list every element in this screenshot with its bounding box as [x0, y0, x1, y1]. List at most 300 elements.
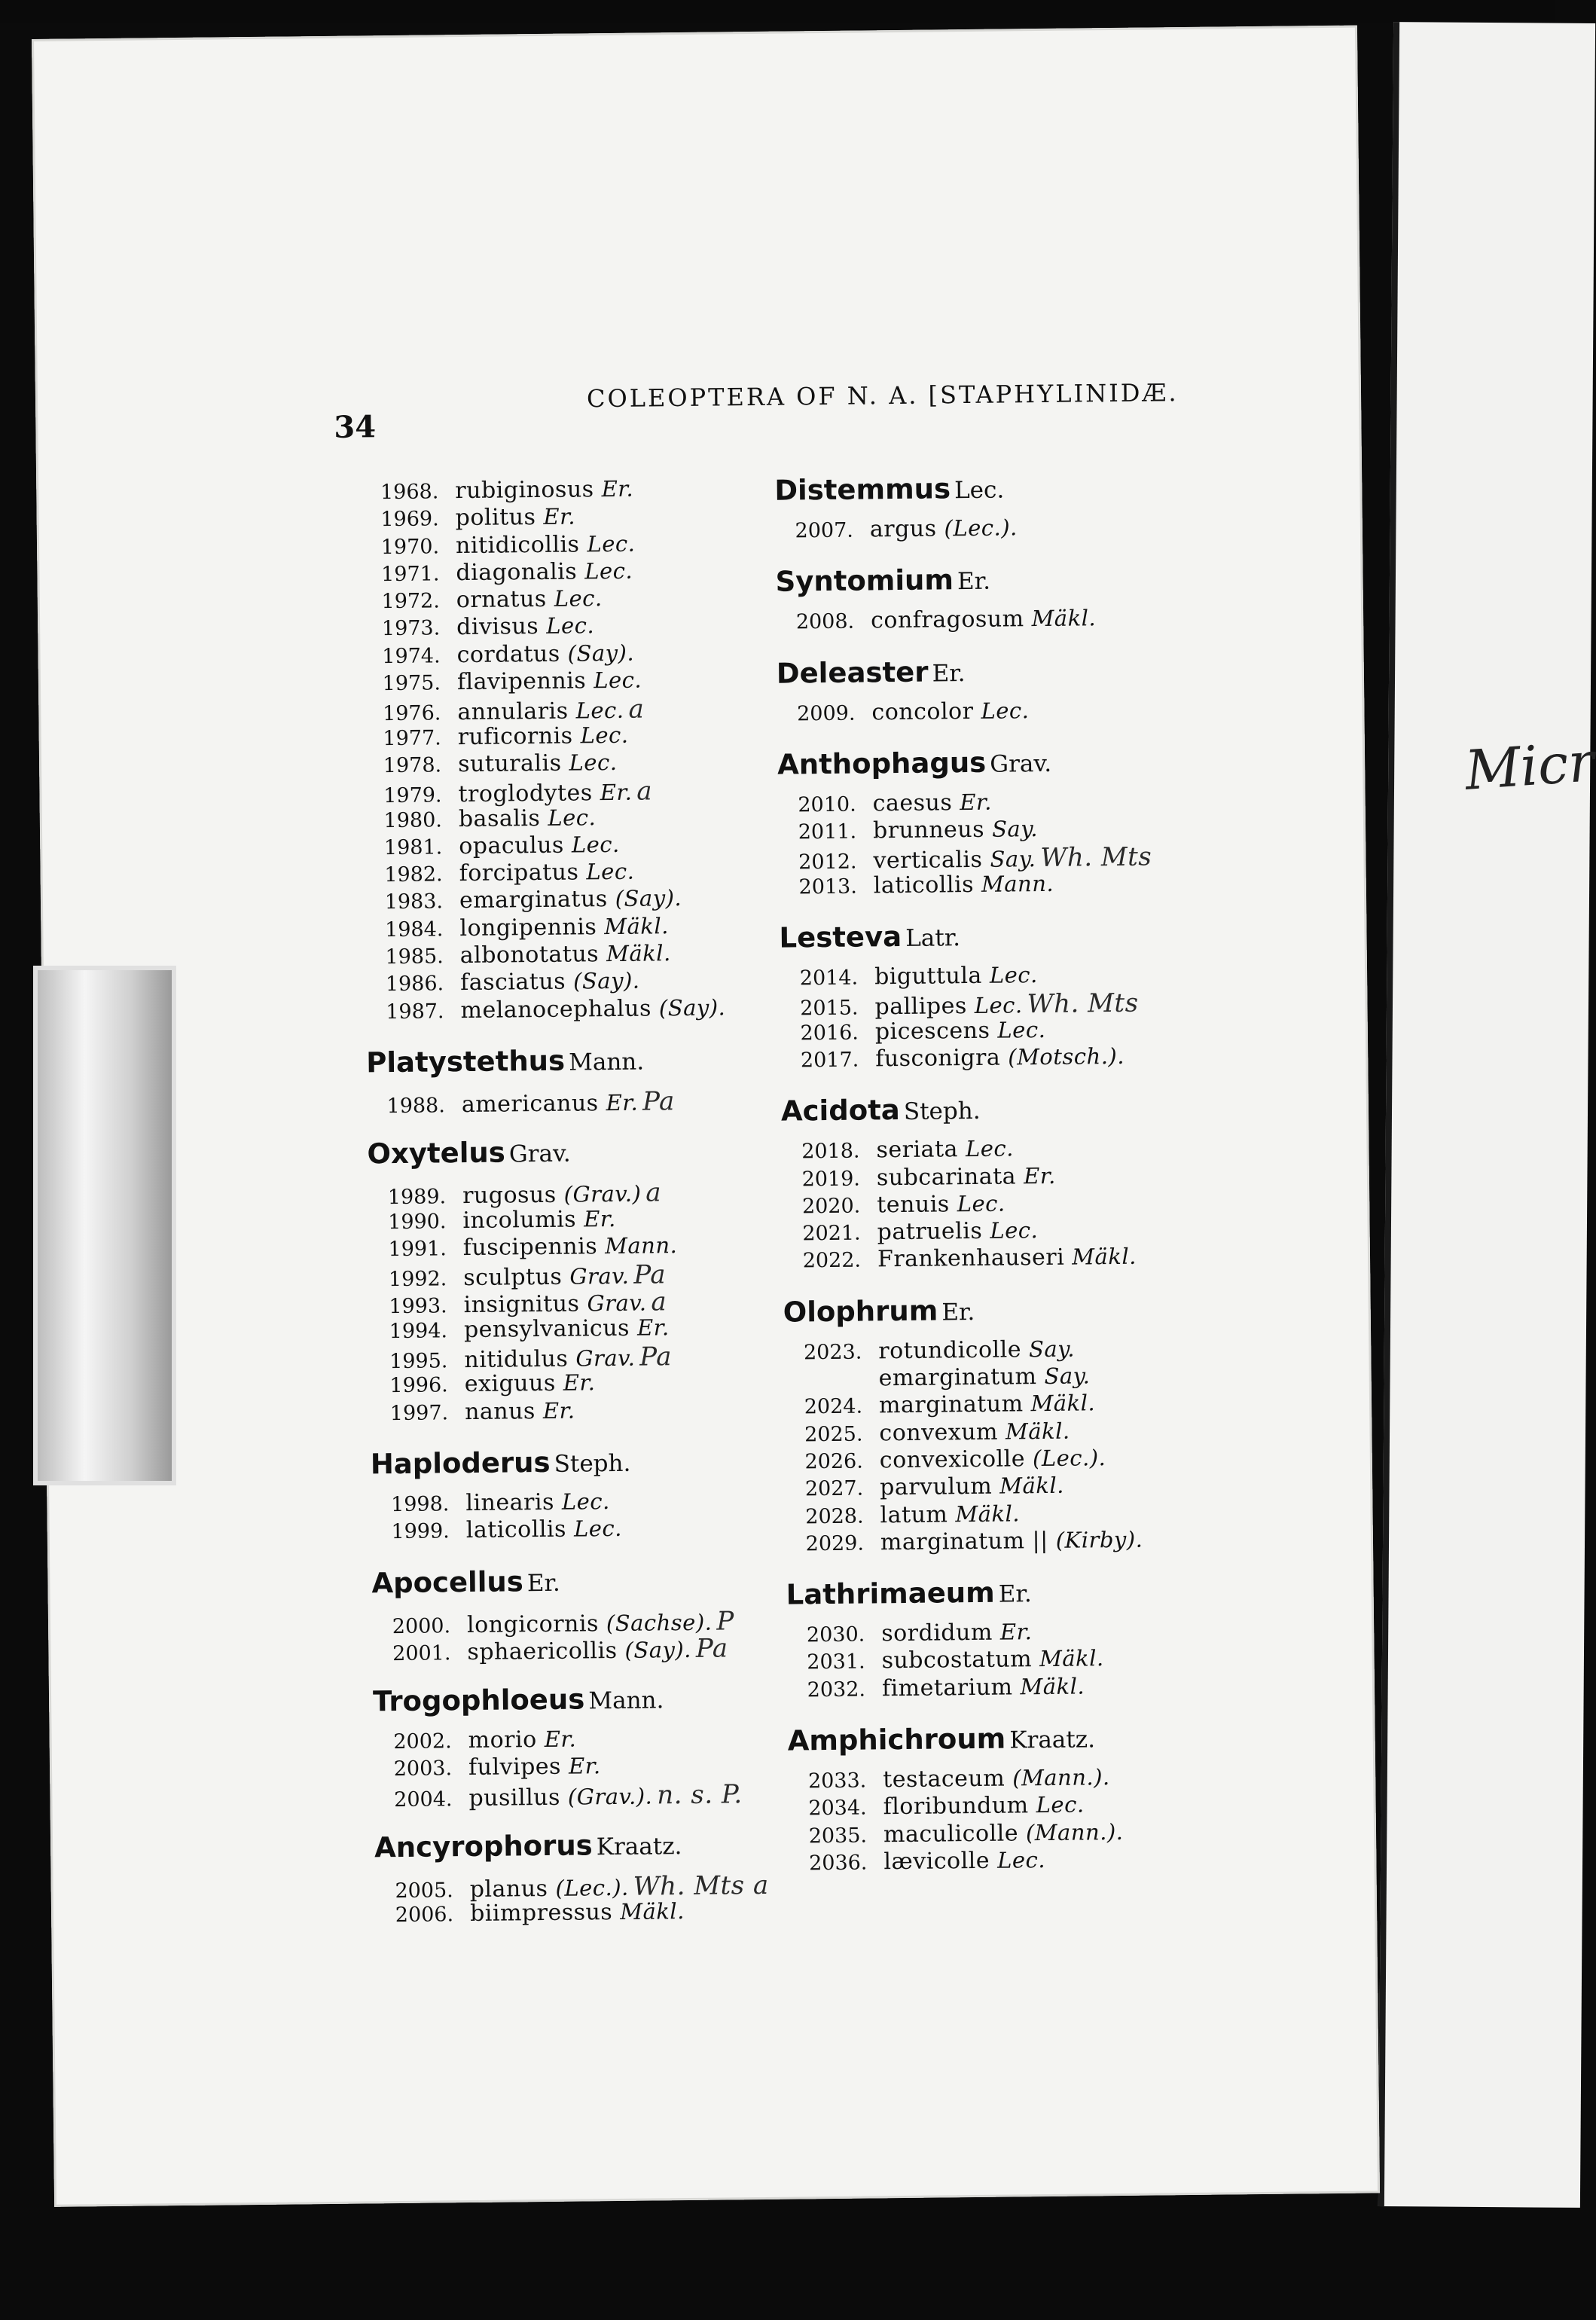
catalog-number: 1970.	[380, 534, 440, 559]
species-epithet: testaceum	[883, 1765, 1006, 1793]
species-name	[879, 1390, 1095, 1419]
handwritten-annotation: n. s. P.	[657, 1778, 743, 1811]
species-author: Lec.	[571, 831, 620, 858]
catalog-number: 1988.	[386, 1094, 446, 1119]
species-epithet: biguttula	[874, 962, 983, 991]
species-epithet: sordidum	[881, 1619, 993, 1647]
species-author: (Say).	[615, 885, 682, 912]
genus-name: Ancyrophorus	[374, 1829, 593, 1864]
species-author: Lec.	[573, 1516, 623, 1542]
species-epithet: nanus	[464, 1397, 536, 1425]
species-name	[456, 504, 576, 532]
genus-author: Er.	[941, 1298, 975, 1326]
handwritten-annotation: Pa	[633, 1259, 667, 1290]
species-epithet: emarginatum	[878, 1363, 1037, 1392]
species-epithet: convexum	[879, 1418, 999, 1446]
species-epithet: albonotatus	[459, 941, 600, 969]
species-name	[459, 804, 597, 832]
species-author: Er.	[563, 1369, 596, 1397]
species-author: Lec.	[580, 722, 629, 749]
species-name	[465, 1397, 575, 1425]
species-name	[459, 885, 682, 914]
species-author: Say.	[1028, 1336, 1076, 1362]
species-epithet: rubiginosus	[455, 476, 594, 505]
catalog-number: 2034.	[808, 1796, 867, 1821]
species-name	[470, 1898, 685, 1927]
species-author: (Say).	[572, 967, 640, 994]
species-author: (Grav.).	[567, 1783, 653, 1810]
species-epithet: melanocephalus	[460, 995, 652, 1024]
species-name	[456, 530, 636, 558]
species-name	[874, 871, 1054, 899]
bookmark-tab	[33, 966, 176, 1485]
genus-author: Kraatz.	[1009, 1726, 1096, 1754]
species-epithet: divisus	[456, 613, 539, 641]
species-name	[880, 1445, 1106, 1473]
species-name	[468, 1754, 601, 1781]
genus-name: Trogophloeus	[372, 1683, 585, 1718]
catalog-number: 1989.	[387, 1185, 447, 1210]
catalog-number: 1968.	[380, 480, 439, 505]
genus-author: Er.	[932, 659, 966, 688]
species-author: Lec.	[989, 962, 1038, 988]
species-author: Lec.	[546, 612, 595, 640]
species-epithet: parvulum	[880, 1473, 993, 1501]
catalog-number: 1992.	[388, 1267, 447, 1292]
genus-author: Steph.	[554, 1449, 631, 1478]
species-name	[877, 1244, 1137, 1273]
species-epithet: picescens	[874, 1017, 990, 1046]
species-name	[463, 1232, 678, 1261]
species-epithet: seriata	[876, 1136, 959, 1164]
species-epithet: nitidicollis	[455, 531, 580, 559]
genus-author: Er.	[526, 1569, 560, 1597]
species-name	[462, 1205, 616, 1233]
species-epithet: morio	[468, 1726, 537, 1754]
species-epithet: ornatus	[456, 586, 547, 614]
handwritten-annotation: Wh. Mts	[1040, 841, 1152, 874]
species-name	[456, 558, 633, 586]
species-epithet: ruficornis	[457, 722, 573, 750]
genus-name: Oxytelus	[367, 1136, 506, 1171]
species-name	[870, 514, 1018, 542]
species-author: Lec.	[990, 1217, 1039, 1244]
catalog-number: 1986.	[385, 972, 444, 997]
species-epithet: latum	[880, 1500, 948, 1528]
species-epithet: emarginatus	[459, 886, 608, 914]
species-author: (Say).	[624, 1636, 692, 1663]
species-epithet: verticalis	[873, 847, 983, 875]
species-author: (Lec.).	[1032, 1445, 1106, 1472]
catalog-number: 2003.	[393, 1757, 453, 1781]
catalog-number: 1998.	[390, 1492, 450, 1517]
genus-name: Syntomium	[775, 563, 954, 598]
catalog-number: 2015.	[800, 996, 859, 1021]
species-epithet: patruelis	[877, 1218, 983, 1246]
genus-name: Anthophagus	[777, 746, 987, 781]
species-author: (Mann.).	[1025, 1818, 1124, 1845]
catalog-number: 2016.	[800, 1021, 859, 1046]
species-name	[883, 1847, 1045, 1875]
species-epithet: sculptus	[463, 1263, 563, 1292]
species-author: (Grav.)	[563, 1180, 642, 1207]
handwritten-annotation: a	[628, 694, 645, 725]
right-column	[774, 447, 1317, 1876]
species-author: Say.	[990, 846, 1036, 873]
catalog-number: 1999.	[391, 1519, 450, 1544]
species-epithet: cordatus	[456, 640, 560, 668]
catalog-number: 2010.	[798, 792, 856, 817]
species-epithet: rotundicolle	[878, 1336, 1022, 1365]
species-name	[879, 1418, 1070, 1446]
species-epithet: longicornis	[466, 1610, 600, 1638]
species-name	[459, 913, 669, 942]
species-epithet: fusconigra	[875, 1044, 1001, 1073]
species-author: Lec.	[554, 585, 603, 612]
species-name	[880, 1526, 1143, 1555]
catalog-number: 1991.	[388, 1237, 447, 1261]
species-entry	[776, 603, 1303, 636]
species-name	[877, 1162, 1056, 1190]
species-author: Lec.	[997, 1016, 1046, 1043]
species-name	[455, 476, 633, 504]
species-epithet: rugosus	[462, 1182, 557, 1210]
species-author: (Sachse).	[606, 1609, 713, 1636]
species-name	[459, 859, 634, 887]
species-entry	[787, 1671, 1314, 1704]
genus-heading	[787, 1719, 1314, 1757]
species-epithet: caesus	[872, 789, 953, 817]
genus-name: Lathrimaeum	[786, 1576, 995, 1611]
species-name	[881, 1619, 1033, 1647]
genus-author: Er.	[957, 568, 991, 596]
genus-name: Platystethus	[366, 1044, 566, 1079]
scan-top-edge	[0, 0, 1555, 23]
species-name	[876, 1136, 1014, 1164]
genus-author: Mann.	[588, 1687, 664, 1715]
genus-name: Distemmus	[774, 472, 951, 507]
species-author: Say.	[1044, 1363, 1091, 1390]
facing-page-handwritten-note: Micr	[1463, 730, 1596, 802]
species-name	[460, 994, 725, 1024]
catalog-number: 1990.	[388, 1209, 447, 1234]
catalog-number: 1982.	[384, 862, 443, 887]
species-author: (Say).	[658, 994, 726, 1021]
species-epithet: fulvipes	[468, 1754, 562, 1781]
species-author: Mäkl.	[1039, 1645, 1104, 1672]
species-name	[881, 1646, 1103, 1674]
species-epithet: basalis	[458, 804, 541, 832]
handwritten-annotation: Pa	[639, 1342, 673, 1372]
genus-heading	[781, 1090, 1308, 1128]
handwritten-annotation: a	[651, 1287, 667, 1317]
species-epithet: nitidulus	[464, 1345, 569, 1374]
catalog-number: 2028.	[805, 1504, 864, 1528]
species-author: Er.	[544, 1726, 577, 1753]
species-author: Grav.	[569, 1262, 630, 1290]
catalog-number: 1987.	[386, 999, 444, 1024]
species-author: Mäkl.	[604, 912, 670, 939]
species-author: Er.	[583, 1205, 616, 1232]
species-name	[871, 698, 1029, 725]
catalog-number: 1974.	[382, 644, 441, 668]
species-author: (Mann.).	[1012, 1764, 1110, 1791]
species-author: (Motsch.).	[1008, 1042, 1125, 1070]
species-epithet: marginatum	[878, 1390, 1024, 1419]
genus-heading	[774, 469, 1302, 506]
species-epithet: concolor	[871, 698, 974, 725]
species-name	[457, 667, 642, 696]
species-epithet: laticollis	[873, 871, 975, 899]
species-epithet: planus	[469, 1875, 548, 1903]
catalog-number: 2006.	[395, 1903, 454, 1928]
genus-name: Olophrum	[783, 1294, 938, 1329]
page-number: 34	[334, 409, 377, 445]
book-page	[32, 26, 1380, 2207]
species-entry	[783, 1242, 1310, 1275]
species-epithet: fimetarium	[881, 1674, 1013, 1702]
species-name	[878, 1363, 1090, 1391]
species-author: Er.	[542, 1397, 575, 1424]
species-author: (Lec.).	[555, 1874, 629, 1901]
catalog-number: 2036.	[808, 1851, 868, 1876]
species-name	[458, 749, 618, 777]
species-epithet: exiguus	[464, 1370, 556, 1398]
catalog-number: 1973.	[381, 616, 441, 641]
catalog-number: 2009.	[796, 701, 856, 726]
catalog-number: 2005.	[395, 1879, 453, 1903]
catalog-number: 1983.	[384, 890, 444, 914]
handwritten-annotation: Wh. Mts	[1027, 988, 1139, 1020]
species-author: Er.	[960, 789, 993, 816]
catalog-number: 1993.	[389, 1294, 447, 1319]
species-epithet: subcarinata	[876, 1162, 1017, 1191]
species-name	[464, 1314, 670, 1343]
genus-author: Steph.	[903, 1097, 981, 1126]
catalog-number: 2011.	[798, 820, 857, 844]
species-name	[883, 1764, 1110, 1793]
species-entry	[789, 1844, 1316, 1877]
species-epithet: fuscipennis	[462, 1233, 598, 1261]
species-name	[880, 1500, 1020, 1528]
species-name	[460, 968, 640, 996]
species-name	[874, 962, 1038, 990]
species-name	[462, 1086, 675, 1119]
species-epithet: forcipatus	[459, 859, 579, 887]
species-epithet: fasciatus	[459, 968, 566, 997]
handwritten-annotation: Pa	[695, 1633, 728, 1664]
species-name	[875, 1017, 1046, 1045]
species-epithet: laticollis	[465, 1516, 567, 1544]
species-author: Lec.	[584, 557, 633, 585]
species-name	[883, 1819, 1124, 1848]
catalog-number: 2018.	[801, 1139, 860, 1164]
species-author: Mann.	[981, 870, 1054, 897]
catalog-number: 1994.	[389, 1319, 448, 1343]
species-epithet: americanus	[461, 1090, 599, 1119]
species-author: Mäkl.	[955, 1500, 1021, 1527]
genus-name: Amphichroum	[787, 1722, 1006, 1757]
species-epithet: politus	[455, 504, 536, 532]
catalog-number: 1978.	[383, 753, 442, 778]
genus-name: Apocellus	[371, 1564, 523, 1599]
species-author: Lec.	[587, 530, 636, 557]
catalog-number: 1976.	[382, 701, 441, 726]
species-author: Lec.	[586, 858, 635, 885]
catalog-number: 2002.	[393, 1729, 452, 1754]
species-author: Lec.	[575, 698, 624, 724]
species-author: Er.	[1023, 1162, 1056, 1189]
catalog-number: 2000.	[392, 1613, 451, 1638]
genus-author: Er.	[998, 1580, 1032, 1608]
catalog-number: 2035.	[808, 1824, 868, 1848]
catalog-number: 2030.	[806, 1622, 865, 1647]
species-name	[464, 1342, 672, 1374]
catalog-number: 2023.	[803, 1340, 862, 1365]
species-name	[871, 606, 1096, 634]
catalog-number: 1975.	[382, 671, 441, 696]
species-name	[468, 1779, 743, 1812]
species-name	[465, 1488, 610, 1516]
catalog-number: 1972.	[381, 589, 441, 614]
species-epithet: marginatum ||	[880, 1527, 1048, 1556]
catalog-number: 2032.	[807, 1677, 866, 1702]
facing-page	[1378, 22, 1595, 2208]
species-epithet: pensylvanicus	[463, 1314, 630, 1343]
species-name	[458, 777, 652, 809]
species-author: Mäkl.	[1031, 605, 1097, 632]
species-author: Mäkl.	[999, 1472, 1065, 1499]
species-epithet: longipennis	[459, 913, 597, 942]
species-name	[462, 1178, 661, 1210]
catalog-number: 2008.	[795, 609, 855, 634]
catalog-number: 2025.	[804, 1422, 863, 1446]
species-author: Lec.	[996, 1846, 1046, 1873]
species-name	[877, 1190, 1006, 1218]
species-epithet: suturalis	[457, 749, 562, 778]
species-name	[456, 613, 594, 641]
species-author: Say.	[991, 816, 1039, 842]
species-author: Lec.	[569, 749, 618, 776]
species-author: Er.	[600, 779, 633, 806]
species-name	[883, 1792, 1084, 1821]
species-epithet: insignitus	[463, 1290, 580, 1319]
handwritten-annotation: a	[645, 1177, 662, 1208]
species-epithet: diagonalis	[456, 558, 578, 587]
catalog-number: 2013.	[798, 875, 858, 899]
genus-author: Lec.	[954, 476, 1005, 505]
species-name	[456, 585, 603, 613]
catalog-number: 1995.	[389, 1349, 448, 1374]
species-epithet: flavipennis	[456, 667, 587, 696]
species-name	[873, 789, 993, 817]
species-name	[878, 1336, 1075, 1364]
species-author: Er.	[999, 1619, 1033, 1645]
catalog-number: 1985.	[385, 945, 444, 969]
species-name	[880, 1473, 1064, 1501]
running-head: COLEOPTERA OF N. A. [STAPHYLINIDÆ.	[586, 378, 1179, 414]
species-epithet: confragosum	[870, 606, 1024, 634]
catalog-number: 2020.	[801, 1194, 861, 1219]
species-epithet: troglodytes	[458, 780, 593, 808]
catalog-number: 2029.	[805, 1531, 865, 1556]
genus-author: Latr.	[905, 924, 961, 952]
genus-name: Haploderus	[370, 1445, 551, 1481]
species-name	[468, 1726, 577, 1754]
genus-heading	[783, 1290, 1311, 1328]
species-epithet: convexicolle	[879, 1445, 1026, 1474]
handwritten-annotation: Wh. Mts a	[633, 1870, 769, 1902]
species-author: Grav.	[575, 1345, 636, 1372]
genus-name: Acidota	[780, 1094, 900, 1128]
species-name	[467, 1633, 728, 1666]
species-author: Lec.	[1036, 1791, 1085, 1818]
species-name	[875, 1043, 1125, 1072]
genus-heading	[779, 916, 1306, 954]
catalog-number: 2001.	[392, 1641, 451, 1665]
catalog-number: 1997.	[389, 1400, 449, 1425]
species-epithet: subcostatum	[881, 1646, 1033, 1674]
catalog-number: 2024.	[804, 1394, 863, 1419]
species-epithet: pallipes	[874, 993, 967, 1021]
species-name	[873, 816, 1038, 844]
species-name	[456, 640, 634, 667]
species-author: Mäkl.	[1072, 1244, 1137, 1271]
species-name	[874, 988, 1138, 1021]
handwritten-annotation: P	[716, 1605, 734, 1637]
species-author: Er.	[606, 1089, 639, 1116]
species-author: Er.	[543, 503, 576, 530]
species-name	[460, 940, 671, 969]
species-author: Lec.	[957, 1190, 1006, 1217]
species-epithet: linearis	[465, 1488, 555, 1516]
genus-author: Grav.	[508, 1140, 571, 1168]
genus-author: Mann.	[568, 1048, 645, 1076]
species-author: Lec.	[594, 667, 642, 694]
species-epithet: brunneus	[872, 816, 985, 844]
species-entry	[780, 1041, 1308, 1074]
catalog-number: 1996.	[389, 1373, 448, 1398]
catalog-number: 1971.	[381, 562, 440, 587]
species-author: (Say).	[567, 640, 635, 667]
genus-author: Grav.	[990, 749, 1052, 778]
catalog-number: 1979.	[383, 783, 442, 808]
genus-heading	[786, 1573, 1313, 1610]
species-epithet: pusillus	[468, 1784, 561, 1812]
species-epithet: argus	[869, 515, 937, 543]
genus-heading	[775, 560, 1302, 598]
species-epithet: sphaericollis	[467, 1637, 618, 1665]
handwritten-annotation: a	[636, 776, 653, 807]
species-entry	[777, 694, 1304, 728]
genus-name: Lesteva	[779, 920, 902, 954]
catalog-number: 2021.	[802, 1221, 861, 1246]
catalog-number: 2019.	[801, 1167, 861, 1191]
catalog-number: 2033.	[807, 1769, 867, 1793]
catalog-number: 2026.	[804, 1449, 863, 1474]
catalog-number: 1981.	[383, 835, 443, 860]
catalog-number: 2031.	[807, 1650, 865, 1674]
species-epithet: biimpressus	[469, 1899, 613, 1928]
catalog-number: 2017.	[800, 1048, 859, 1073]
species-epithet: incolumis	[462, 1206, 577, 1234]
species-author: Mann.	[604, 1232, 678, 1259]
species-name	[877, 1217, 1038, 1245]
species-epithet: lævicolle	[883, 1847, 990, 1876]
catalog-number	[784, 1385, 879, 1386]
genus-author: Kraatz.	[596, 1833, 682, 1861]
species-author: Lec.	[561, 1488, 610, 1515]
